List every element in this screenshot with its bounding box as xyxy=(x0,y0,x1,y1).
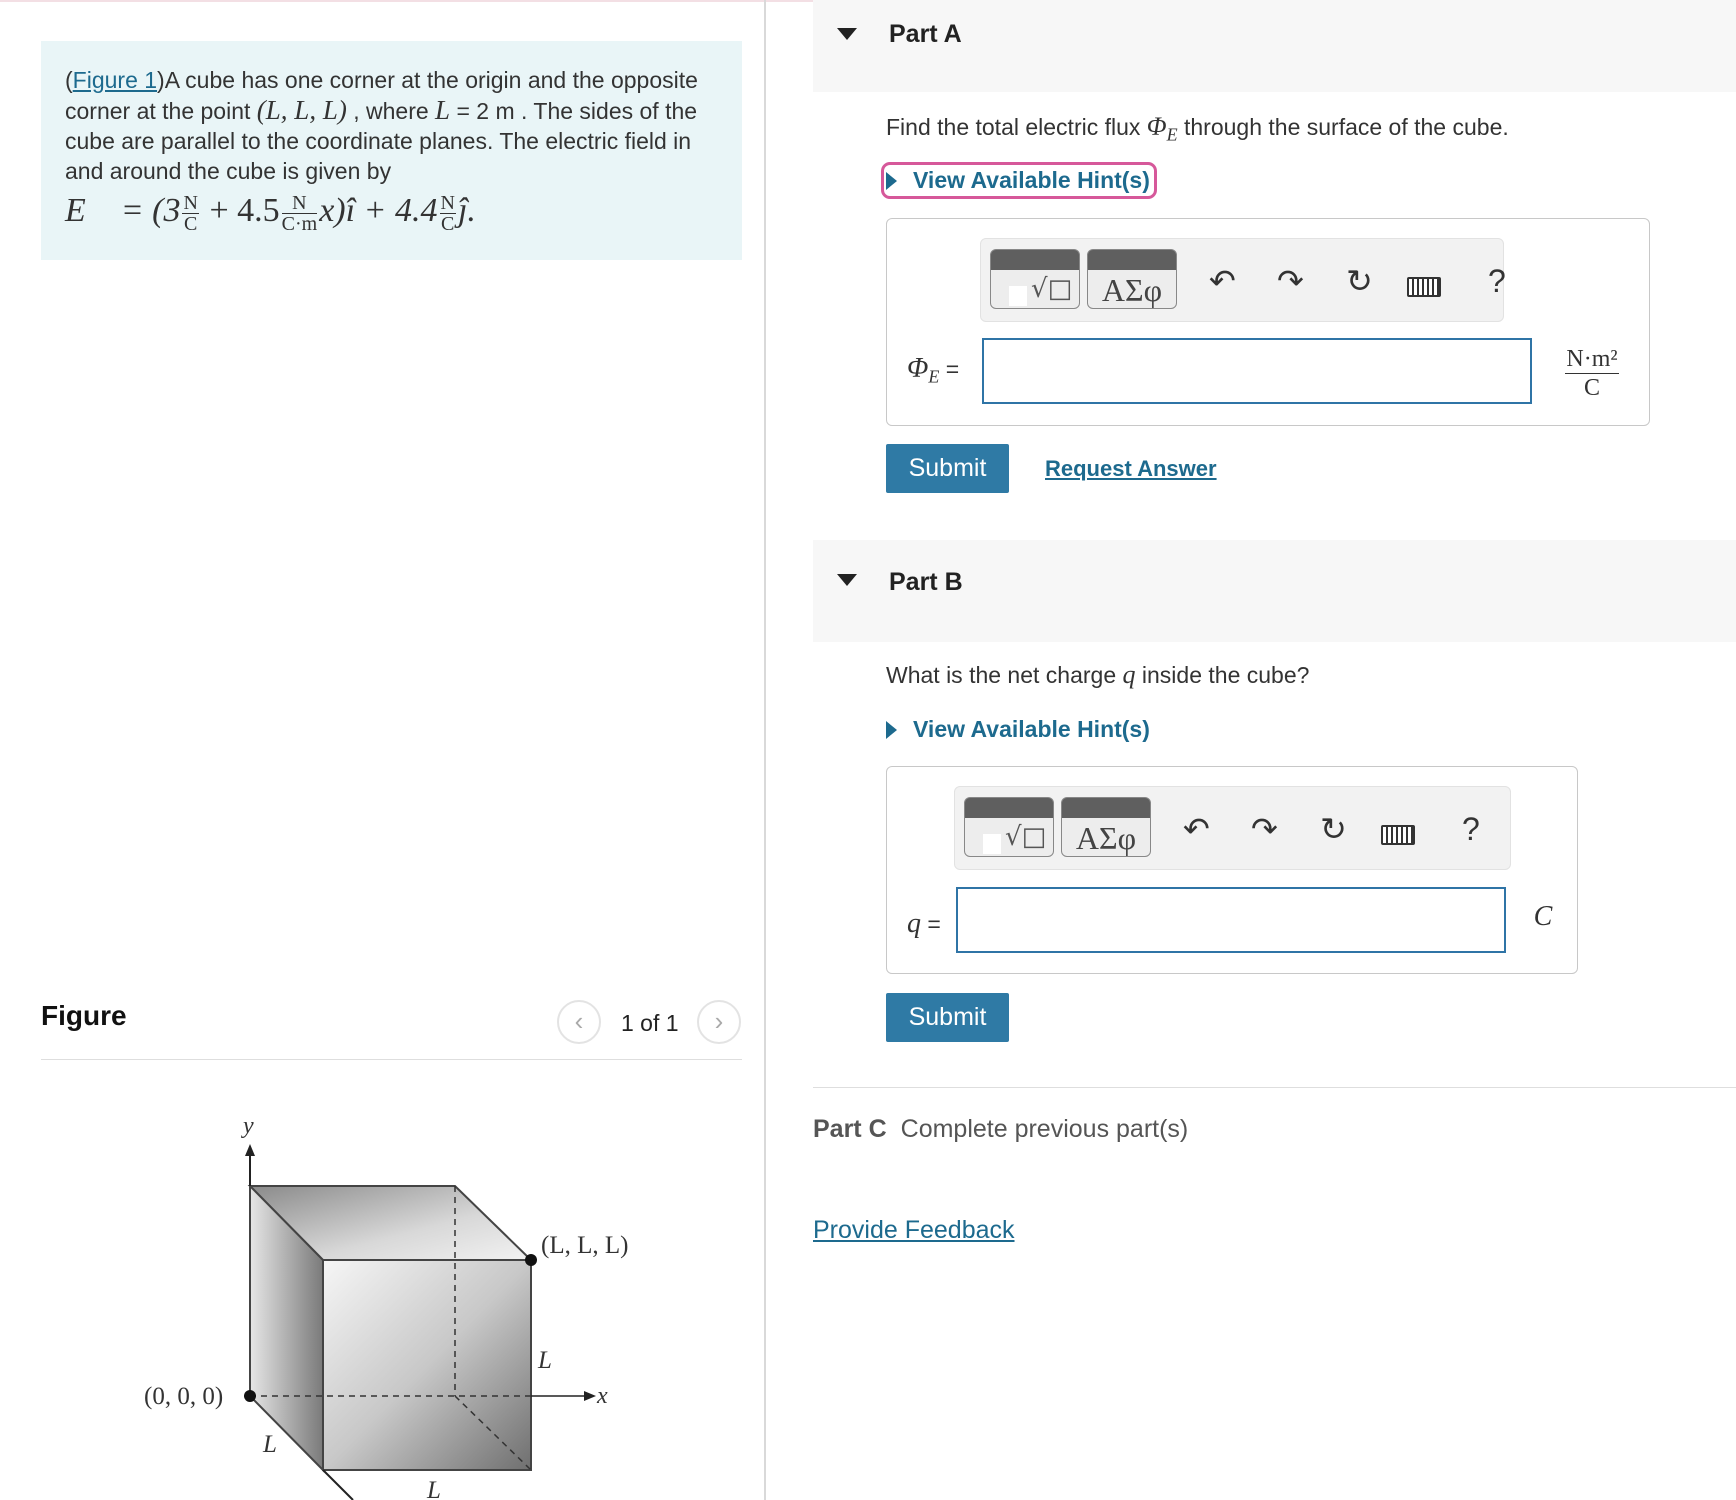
problem-panel xyxy=(0,0,764,1500)
frac-n-cm xyxy=(282,193,318,234)
part-b-title: Part B xyxy=(889,568,963,596)
unit-frac xyxy=(1565,345,1618,402)
frac1-den: C xyxy=(184,212,198,235)
problem-text: (Figure 1)A cube has one corner at the origin and the opposite corner at the point (L, L, L) , where L = 2 m . The sides of the cube are parallel to the coordinate planes. The electric field in and around the cube is given by xyxy=(65,67,698,184)
keyboard-icon[interactable] xyxy=(1407,277,1441,297)
electric-field-equation xyxy=(65,192,718,234)
caret-right-icon xyxy=(886,721,897,739)
part-a-question xyxy=(886,112,1509,146)
part-c-title: Part C xyxy=(813,1115,887,1143)
x-axis-label: x xyxy=(597,1383,608,1409)
radical-glyph: √□ xyxy=(1031,274,1073,304)
q-label xyxy=(907,908,941,940)
greek-symbols-button[interactable] xyxy=(1061,797,1151,857)
part-separator xyxy=(813,1087,1736,1088)
frac-n-c-1 xyxy=(182,193,198,234)
part-b-submit-button[interactable]: Submit xyxy=(886,993,1009,1042)
phi-e-label xyxy=(907,353,959,388)
part-a-hint-toggle[interactable] xyxy=(886,167,1152,194)
x-axis-arrow xyxy=(584,1391,596,1401)
edge-label-left: L xyxy=(263,1431,277,1458)
template-box xyxy=(983,834,1001,854)
part-a-unit xyxy=(1555,345,1629,402)
label-equals: = xyxy=(921,911,941,937)
part-b-hint-label: View Available Hint(s) xyxy=(913,716,1150,742)
greek-label: ΑΣφ xyxy=(1101,272,1163,308)
caret-right-icon xyxy=(886,172,897,190)
cube-figure xyxy=(41,1100,742,1500)
label-equals: = xyxy=(939,356,960,382)
reset-icon[interactable]: ↻ xyxy=(1320,810,1347,848)
var-l: L xyxy=(435,95,451,125)
frac2-den: C·m xyxy=(281,212,318,235)
figure-title: Figure xyxy=(41,1000,127,1031)
redo-icon[interactable]: ↷ xyxy=(1251,810,1278,848)
edge-label-right: L xyxy=(538,1347,552,1374)
y-axis-arrow xyxy=(245,1144,255,1156)
radical-glyph: √□ xyxy=(1005,822,1047,852)
z-axis xyxy=(323,1470,353,1500)
cube xyxy=(250,1186,531,1470)
templates-radical-icon[interactable] xyxy=(990,249,1080,309)
edge-label-bottom: L xyxy=(427,1477,441,1500)
problem-text-c: . The sides of the cube are parallel to the coordinate planes. The electric field in and around the cube is given by xyxy=(65,98,698,184)
phi-symbol: Φ xyxy=(1146,112,1167,141)
provide-feedback-link[interactable]: Provide Feedback xyxy=(813,1216,1015,1244)
help-icon[interactable]: ? xyxy=(1462,811,1480,847)
collapse-triangle-icon[interactable] xyxy=(837,28,857,40)
part-a-title: Part A xyxy=(889,20,962,48)
problem-text-a: A cube has one corner at the origin and the opposite corner at the point xyxy=(65,67,698,124)
chevron-right-icon[interactable]: › xyxy=(697,1000,741,1044)
part-b-header[interactable] xyxy=(813,540,1736,642)
frac3-den: C xyxy=(441,212,455,235)
figure-header xyxy=(41,990,742,1060)
corner-lll-label: (L, L, L) xyxy=(541,1232,629,1259)
undo-icon[interactable]: ↶ xyxy=(1183,810,1210,848)
figure-pager: 1 of 1 xyxy=(621,1010,679,1036)
reset-icon[interactable]: ↻ xyxy=(1346,262,1373,300)
q-symbol: q xyxy=(1122,660,1136,689)
eq-lhs: E⃗ = (3 xyxy=(65,192,181,229)
collapse-triangle-icon[interactable] xyxy=(837,574,857,586)
eq-x: x)î + 4.4 xyxy=(319,192,438,229)
part-c-row xyxy=(813,1115,1188,1144)
template-box xyxy=(1009,286,1027,306)
label-phi: Φ xyxy=(907,353,929,384)
part-a-hint-label: View Available Hint(s) xyxy=(913,167,1150,193)
l-value: = 2 m xyxy=(450,98,515,124)
redo-icon[interactable]: ↷ xyxy=(1277,262,1304,300)
problem-statement xyxy=(41,41,742,260)
cube-front-face xyxy=(323,1260,531,1470)
unit-den: C xyxy=(1583,375,1600,401)
chevron-left-icon[interactable]: ‹ xyxy=(557,1000,601,1044)
frac3-num: N xyxy=(440,191,455,214)
part-b-hint-toggle[interactable] xyxy=(886,716,1150,743)
eq-end: ĵ. xyxy=(457,192,476,229)
part-a-submit-button[interactable]: Submit xyxy=(886,444,1009,493)
parts-panel xyxy=(766,0,1736,1500)
unit-num: N·m² xyxy=(1566,346,1618,372)
phi-subscript: E xyxy=(1166,124,1178,145)
part-b-math-toolbar xyxy=(954,786,1511,870)
part-b-question-a: What is the net charge xyxy=(886,662,1123,688)
part-b-question xyxy=(886,660,1309,690)
part-b-unit: C xyxy=(1533,901,1553,932)
part-c-status: Complete previous part(s) xyxy=(900,1115,1189,1143)
frac1-num: N xyxy=(183,191,198,214)
phi-e-input[interactable] xyxy=(982,338,1532,404)
part-a-question-b: through the surface of the cube. xyxy=(1177,114,1509,140)
part-a-question-a: Find the total electric flux xyxy=(886,114,1147,140)
keyboard-icon[interactable] xyxy=(1381,825,1415,845)
part-b-question-b: inside the cube? xyxy=(1135,662,1310,688)
greek-symbols-button[interactable] xyxy=(1087,249,1177,309)
origin-label: (0, 0, 0) xyxy=(144,1383,224,1410)
greek-label: ΑΣφ xyxy=(1075,820,1137,856)
frac-n-c-2 xyxy=(440,193,456,234)
figure-link[interactable]: Figure 1 xyxy=(72,67,158,93)
label-q: q xyxy=(907,908,921,939)
frac2-num: N xyxy=(282,193,318,214)
y-axis-label: y xyxy=(243,1113,254,1139)
q-input[interactable] xyxy=(956,887,1506,953)
label-phi-sub: E xyxy=(928,366,940,387)
part-b-answer-box xyxy=(886,766,1578,974)
templates-radical-icon[interactable] xyxy=(964,797,1054,857)
help-icon[interactable]: ? xyxy=(1488,263,1506,299)
undo-icon[interactable]: ↶ xyxy=(1209,262,1236,300)
corner-lll-dot xyxy=(525,1254,537,1266)
part-a-answer-box xyxy=(886,218,1650,426)
request-answer-link[interactable]: Request Answer xyxy=(1045,456,1217,481)
eq-mid: + 4.5 xyxy=(200,192,280,229)
point-lll: (L, L, L) xyxy=(256,95,347,125)
part-a-header[interactable] xyxy=(813,0,1736,92)
part-a-math-toolbar xyxy=(980,238,1504,322)
problem-text-b: , where xyxy=(346,98,436,124)
origin-dot xyxy=(244,1390,256,1402)
